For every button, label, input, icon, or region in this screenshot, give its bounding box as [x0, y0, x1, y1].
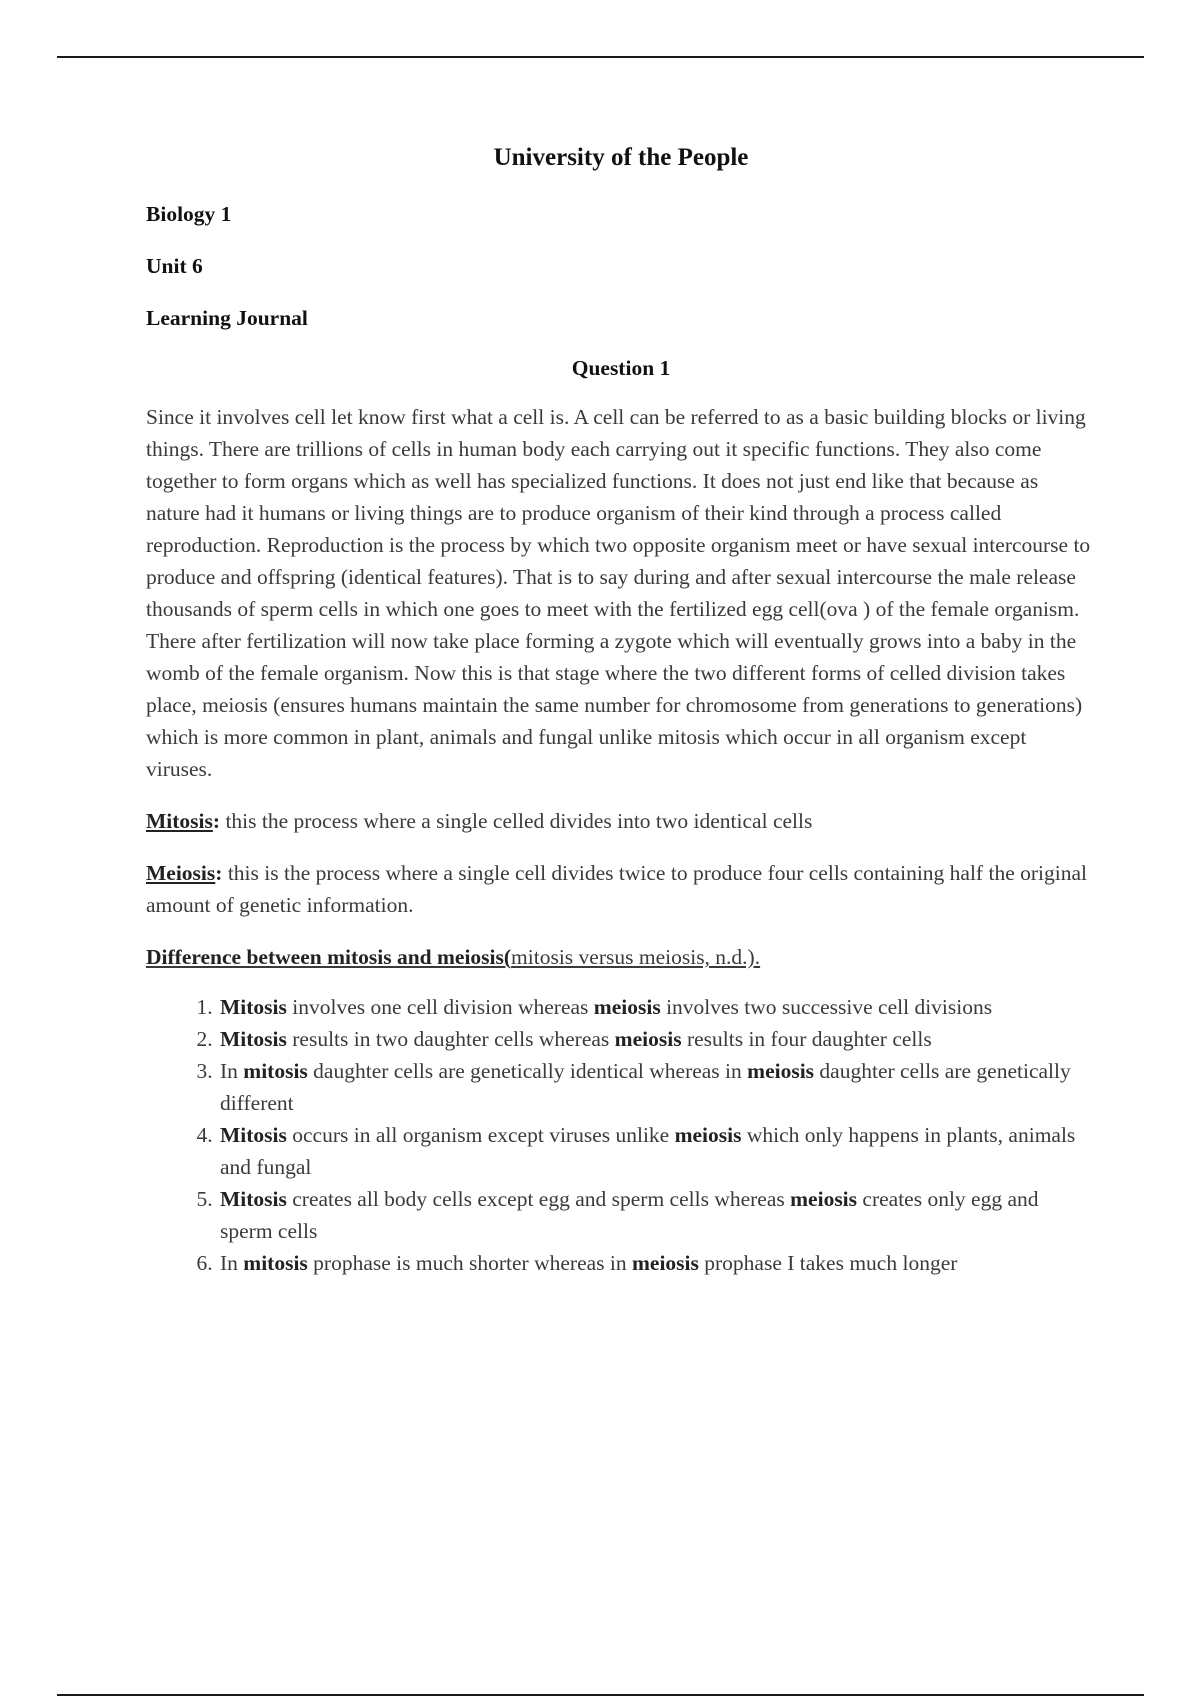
header-rule: [57, 56, 1144, 58]
difference-item: 5. Mitosis creates all body cells except egg and sperm cells whereas meiosis creates only egg and sperm cells: [218, 1183, 1096, 1247]
meiosis-term: Meiosis: [146, 861, 216, 885]
assignment-label: Learning Journal: [146, 306, 308, 330]
difference-heading-bold: Difference between mitosis and meiosis(: [146, 945, 512, 969]
difference-item: 2. Mitosis results in two daughter cells whereas meiosis results in four daughter cells: [218, 1023, 1096, 1055]
unit-label: Unit 6: [146, 254, 203, 278]
difference-item: 6. In mitosis prophase is much shorter whereas in meiosis prophase I takes much longer: [218, 1247, 1096, 1279]
document-body: [146, 140, 1096, 1279]
meiosis-definition: [146, 857, 1096, 921]
mitosis-definition-text: this the process where a single celled divides into two identical cells: [220, 809, 813, 833]
footer-rule: [57, 1694, 1144, 1696]
difference-list: [146, 991, 1096, 1279]
difference-item: 3. In mitosis daughter cells are genetically identical whereas in meiosis daughter cells are genetically different: [218, 1055, 1096, 1119]
meiosis-definition-text: this is the process where a single cell divides twice to produce four cells containing half the original amount of genetic information.: [146, 861, 1087, 917]
institution-title: University of the People: [493, 144, 749, 171]
question-heading: Question 1: [571, 356, 671, 380]
mitosis-term: Mitosis: [146, 809, 213, 833]
mitosis-definition: [146, 805, 1096, 837]
difference-citation: mitosis versus meiosis, n.d.).: [511, 945, 761, 969]
intro-paragraph: Since it involves cell let know first what a cell is. A cell can be referred to as a basic building blocks or living things. There are trillions of cells in human body each carrying out it specific functions. They also come together to form organs which as well has specialized functions. It does not just end like that because as nature had it humans or living things are to produce organism of their kind through a process called reproduction. Reproduction is the process by which two opposite organism meet or have sexual intercourse to produce and offspring (identical features). That is to say during and after sexual intercourse the male release thousands of sperm cells in which one goes to meet with the fertilized egg cell(ova ) of the female organism. There after fertilization will now take place forming a zygote which will eventually grows into a baby in the womb of the female organism. Now this is that stage where the two different forms of celled division takes place, meiosis (ensures humans maintain the same number for chromosome from generations to generations) which is more common in plant, animals and fungal unlike mitosis which occur in all organism except viruses.: [146, 405, 1091, 781]
difference-item: 1. Mitosis involves one cell division whereas meiosis involves two successive cell divisions: [218, 991, 1096, 1023]
difference-item: 4. Mitosis occurs in all organism except viruses unlike meiosis which only happens in plants, animals and fungal: [218, 1119, 1096, 1183]
meiosis-colon: :: [215, 861, 223, 885]
difference-heading: [146, 941, 1096, 973]
mitosis-colon: :: [212, 809, 221, 833]
course-label: Biology 1: [146, 202, 232, 226]
